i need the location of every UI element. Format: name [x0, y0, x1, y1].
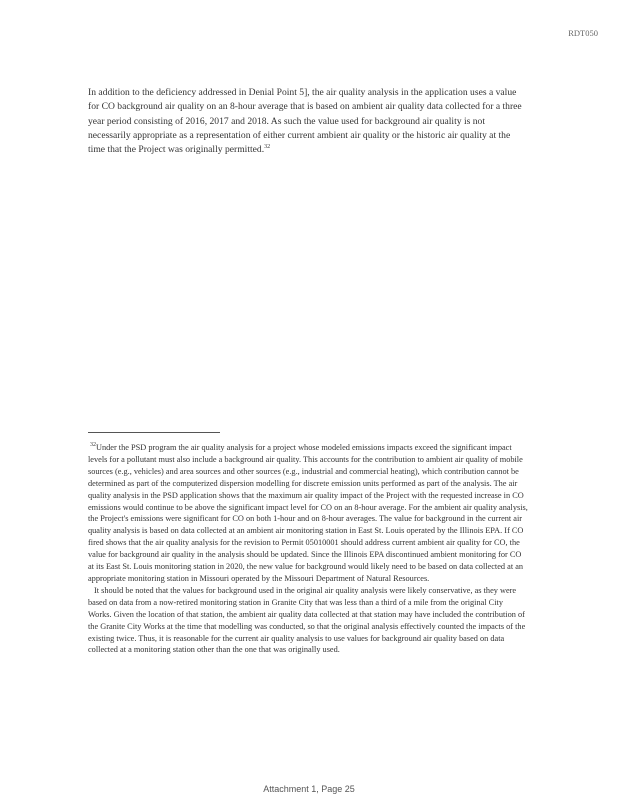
body-paragraph-text: In addition to the deficiency addressed in Denial Point 5], the air quality analysis in the application uses a value for CO background air quality on an 8-hour average that is based on ambient air quality data collected for a three year period consisting of 2016, 2017 and 2018. As such the value used for background air quality is not necessarily appropriate as a representation of either current ambient air quality or the historic air quality at the time that the Project was originally permitted.	[88, 87, 522, 156]
footnote-marker: 32	[90, 442, 96, 449]
footnote-paragraph-1	[88, 442, 528, 585]
footnote	[88, 442, 528, 656]
footnote-reference[interactable]: 32	[264, 144, 271, 150]
footnote-paragraph-1-text: Under the PSD program the air quality analysis for a project whose modeled emissions impacts exceed the significant impact levels for a pollutant must also include a background air quality. This accounts for the contribution to ambient air quality of mobile sources (e.g., vehicles) and area sources and other sources (e.g., industrial and commercial heating), which contribution cannot be determined as part of the computerized dispersion modelling for discrete emission units performed as part of the analysis. The air quality analysis in the PSD application shows that the maximum air quality impact of the Project with the requested increase in CO emissions would continue to be above the significant impact level for CO on an 8-hour average. For the ambient air quality analysis, the Project's emissions were significant for CO on both 1-hour and on 8-hour averages. The value for background in the current air quality analysis is based on data collected at an ambient air monitoring station in East St. Louis operated by the Illinois EPA. If CO fired shows that the air quality analysis for the revision to Permit 05010001 should address current ambient air quality for CO, the value for background air quality in the analysis should be updated. Since the Illinois EPA discontinued ambient monitoring for CO at its East St. Louis monitoring station in 2020, the new value for background would likely need to be based on data collected at an appropriate monitoring station in Missouri operated by the Missouri Department of Natural Resources.	[88, 443, 528, 583]
body-paragraph	[88, 86, 524, 157]
footnote-divider	[88, 432, 220, 433]
document-id: RDT050	[568, 28, 598, 38]
footnote-paragraph-2: It should be noted that the values for background used in the original air quality analysis were likely conservative, as they were based on data from a now-retired monitoring station in Granite City that was less than a third of a mile from the original City Works. Given the location of that station, the ambient air quality data collected at that station may have included the contribution of the Granite City Works at the time that modelling was conducted, so that the original analysis effectively counted the impacts of the existing twice. Thus, it is reasonable for the current air quality analysis to use values for background air quality based on data collected at a monitoring station other than the one that was originally used.	[88, 585, 526, 655]
page-footer: Attachment 1, Page 25	[263, 784, 355, 794]
